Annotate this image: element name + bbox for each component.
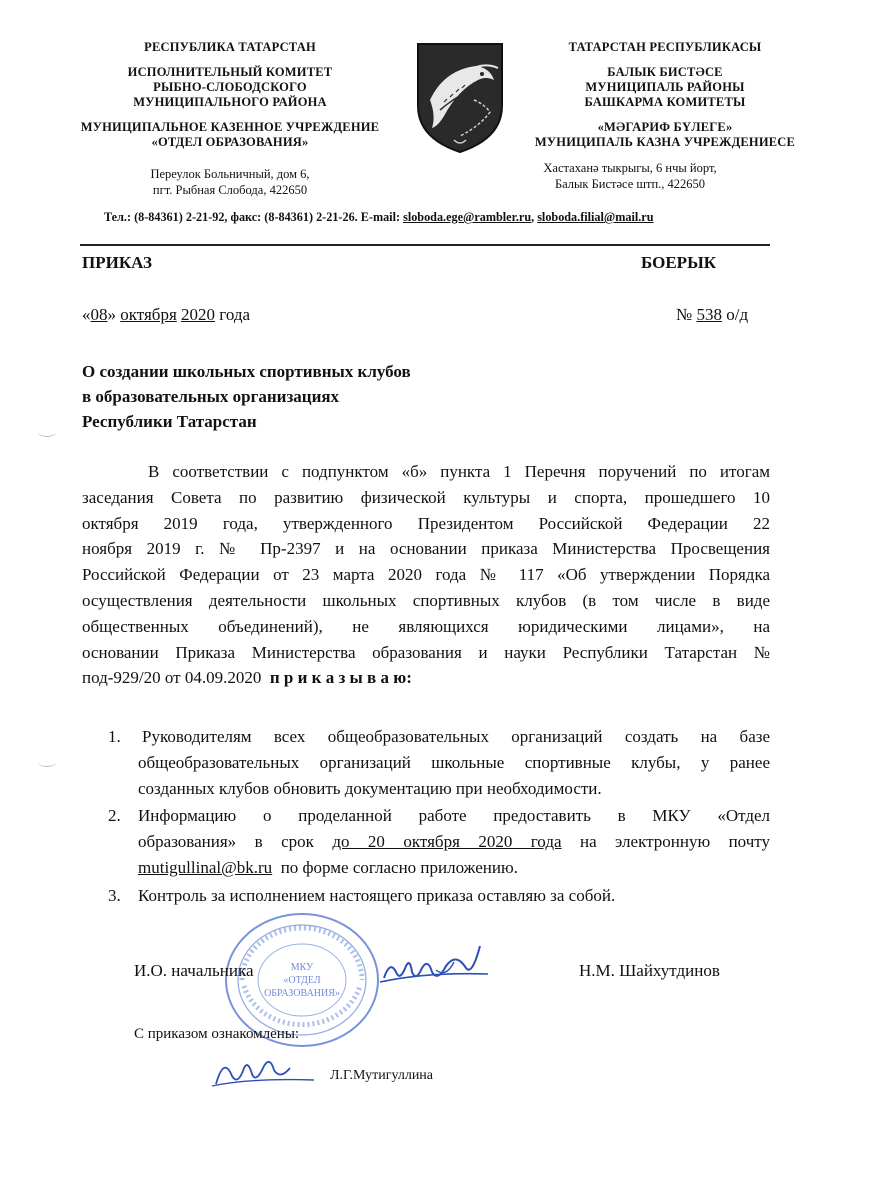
preamble-line: осуществления деятельности школьных спортивных клубов (в том числе в виде [82, 590, 770, 610]
item-line [138, 855, 770, 881]
preamble-last-line [82, 665, 770, 691]
date-quote-close: » [107, 305, 121, 324]
contacts-line [104, 210, 654, 225]
header-right-institution: МУНИЦИПАЛЬ КАЗНА УЧРЕЖДЕНИЕСЕ [534, 135, 796, 149]
ack-signature-icon [210, 1050, 320, 1090]
header-right-district2: МУНИЦИПАЛЬ РАЙОНЫ [585, 80, 745, 94]
stamp-text-line1: МКУ [290, 962, 314, 973]
doc-title-line3: Республики Татарстан [82, 412, 257, 431]
doc-title-line1: О создании школьных спортивных клубов [82, 362, 411, 381]
item-text: образования» в срок [138, 832, 333, 852]
preamble-line: под-929/20 от 04.09.2020 [82, 668, 262, 688]
order-item-2 [108, 803, 770, 880]
item-line: Руководителям всех общеобразовательных организаций создать на базе [142, 727, 770, 746]
address-left [60, 166, 400, 198]
preamble-line: заседания Совета по развитию физической культуры и спорта, прошедшего 10 [82, 487, 770, 507]
order-items [108, 724, 770, 909]
item-line: Информацию о проделанной работе предоставить в МКУ «Отдел [138, 806, 770, 826]
doc-title [82, 359, 411, 434]
header-left-district1: РЫБНО-СЛОБОДСКОГО [153, 80, 307, 94]
date-month: октября [120, 305, 177, 324]
preamble-paragraph [82, 459, 770, 691]
letterhead-right [500, 40, 830, 150]
margin-mark [38, 428, 56, 437]
doc-number-suffix: о/д [721, 305, 749, 324]
acknowledgement-label: С приказом ознакомлены: [134, 1026, 300, 1042]
header-right-republic: ТАТАРСТАН РЕСПУБЛИКАСЫ [568, 40, 762, 54]
preamble-line: октября 2019 года, утвержденного Президентом Российской Федерации 22 [82, 513, 770, 533]
doc-date [82, 305, 250, 325]
preamble-line: Российской Федерации от 23 марта 2020 года № 117 «Об утверждении Порядка [82, 565, 770, 585]
address-right-line2: Балык Бистәсе штп., 422650 [554, 177, 706, 191]
item-line: общеобразовательных организаций школьные спортивные клубы, у ранее [138, 752, 770, 772]
margin-mark [38, 758, 56, 767]
header-right-district1: БАЛЫК БИСТӘСЕ [607, 65, 723, 79]
preamble-line: основании Приказа Министерства образования и науки Республики Татарстан № [82, 642, 770, 662]
stamp-text-line3: ОБРАЗОВАНИЯ» [264, 988, 340, 999]
deadline-date: до 20 октября 2020 года [332, 832, 562, 852]
order-word: п р и к а з ы в а ю: [269, 668, 412, 688]
contacts-phone: Тел.: (8-84361) 2-21-92, факс: (8-84361) 2-21-26. E-mail: [104, 210, 404, 224]
acknowledgement-name: Л.Г.Мутигуллина [330, 1068, 434, 1083]
header-left-institution: МУНИЦИПАЛЬНОЕ КАЗЕННОЕ УЧРЕЖДЕНИЕ [80, 120, 380, 134]
doc-type-ru: ПРИКАЗ [82, 253, 152, 272]
header-divider [80, 244, 770, 246]
date-year: 2020 [181, 305, 216, 324]
header-left-district2: МУНИЦИПАЛЬНОГО РАЙОНА [133, 95, 327, 109]
header-left-dept: «ОТДЕЛ ОБРАЗОВАНИЯ» [151, 135, 309, 149]
doc-title-line2: в образовательных организациях [82, 387, 340, 406]
report-email-link[interactable]: mutigullinal@bk.ru [138, 857, 273, 877]
preamble-line: общественных объединений), не являющихся юридическими лицами», на [82, 616, 770, 636]
letterhead-left [60, 40, 400, 150]
stamp-text-line2: «ОТДЕЛ [283, 975, 321, 986]
item-line: Контроль за исполнением настоящего приказа оставляю за собой. [138, 885, 616, 905]
item-number: 2. [108, 806, 121, 826]
signatory-position: И.О. начальника [134, 961, 254, 980]
address-right-line1: Хастаханә тыкрыгы, 6 нчы йорт, [543, 161, 717, 175]
date-quote-open: « [82, 305, 91, 324]
coat-of-arms-icon [414, 40, 506, 156]
order-item-3 [108, 883, 770, 909]
doc-number-prefix: № [676, 305, 697, 324]
header-left-republic: РЕСПУБЛИКА ТАТАРСТАН [144, 40, 316, 54]
date-day: 08 [90, 305, 108, 324]
address-left-line1: Переулок Больничный, дом 6, [150, 167, 310, 181]
address-right [500, 160, 760, 192]
preamble-line: ноября 2019 г. № Пр-2397 и на основании приказа Министерства Просвещения [82, 539, 770, 559]
item-text: на электронную почту [561, 832, 770, 852]
signatory-name: Н.М. Шайхутдинов [579, 961, 720, 980]
order-item-1 [108, 724, 770, 801]
date-suffix: года [215, 305, 251, 324]
email-link-1[interactable]: sloboda.ege@rambler.ru [403, 210, 532, 224]
item-text: по форме согласно приложению. [272, 857, 518, 877]
doc-number-value: 538 [696, 305, 722, 324]
signature-icon [376, 938, 496, 998]
item-line [138, 829, 770, 855]
item-number: 3. [108, 885, 121, 905]
header-right-committee: БАШКАРМА КОМИТЕТЫ [584, 95, 746, 109]
doc-number [676, 305, 748, 325]
item-number: 1. [108, 727, 121, 746]
item-line: созданных клубов обновить документацию при необходимости. [138, 778, 602, 798]
address-left-line2: пгт. Рыбная Слобода, 422650 [152, 183, 308, 197]
doc-type-tt: БОЕРЫК [641, 253, 717, 272]
preamble-line: В соответствии с подпунктом «б» пункта 1 Перечня поручений по итогам [148, 462, 770, 481]
header-right-dept: «МӘГАРИФ БҮЛЕГЕ» [597, 120, 733, 134]
email-link-2[interactable]: sloboda.filial@mail.ru [537, 210, 654, 224]
header-left-committee: ИСПОЛНИТЕЛЬНЫЙ КОМИТЕТ [127, 65, 333, 79]
contacts-separator: , [531, 210, 538, 224]
